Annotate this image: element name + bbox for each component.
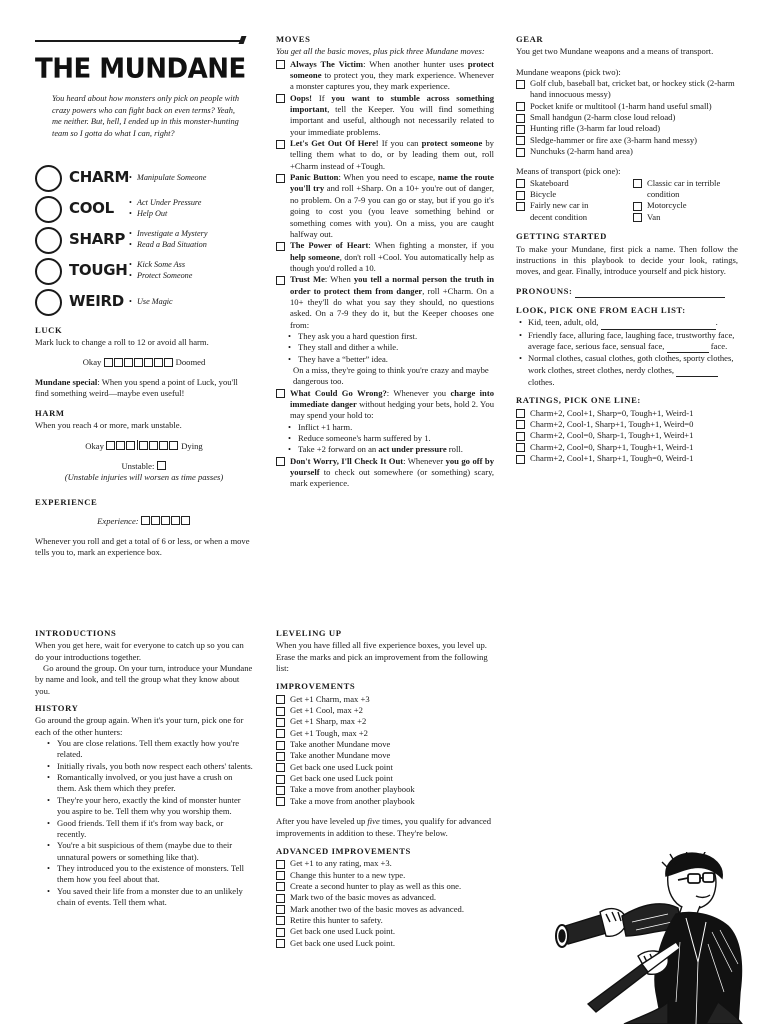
experience-box[interactable] — [151, 516, 160, 525]
improvement-option — [276, 750, 494, 761]
move-text: : When fighting a monster, if you — [368, 240, 494, 251]
improvement-checkbox[interactable] — [276, 752, 285, 761]
basic-move: • Manipulate Someone — [129, 173, 206, 184]
harm-box[interactable] — [159, 441, 168, 450]
cool-rating-circle[interactable] — [35, 196, 62, 223]
intro-text: You heard about how monsters only pick on people with crazy powers who can fight back on even terms? Yeah, me neither. But, hell, I ended up in this monster-hunting team so I gotta do what I can, right? — [52, 94, 240, 138]
stat-cool — [35, 194, 255, 224]
advanced-checkbox[interactable] — [276, 939, 285, 948]
move-text: If — [311, 92, 332, 103]
harm-section — [35, 408, 253, 484]
advanced-checkbox[interactable] — [276, 928, 285, 937]
transport-option — [633, 200, 738, 211]
luck-box[interactable] — [124, 358, 133, 367]
move-text: and roll +Sharp. On a 10+ you're out of danger, no problem. On a 7-9 you can go or stay, but if you go it's going to cost you (you leave something behind or something comes with you). On a miss, you are caught halfway out. — [290, 183, 494, 239]
advanced-checkbox[interactable] — [276, 882, 285, 891]
luck-boxes — [104, 358, 174, 367]
history-option: • You are close relations. Tell them exactly how you're related. — [35, 738, 253, 761]
basic-move: • Kick Some Ass — [129, 260, 192, 271]
basic-move: • Act Under Pressure — [129, 198, 201, 209]
experience-box[interactable] — [181, 516, 190, 525]
history-intro: Go around the group again. When it's your turn, pick one for each of the other hunters: — [35, 715, 244, 737]
leveling-text: When you have filled all five experience boxes, you level up. Erase the marks and pick an improvement from the following list: — [276, 640, 488, 674]
weapon-checkbox[interactable] — [516, 114, 525, 123]
look-clothes-end: clothes. — [528, 376, 555, 387]
improvement-text: Get +1 Tough, max +2 — [290, 727, 368, 738]
introductions-section — [35, 628, 253, 908]
pronouns-label: PRONOUNS: — [516, 285, 573, 296]
weapon-checkbox[interactable] — [516, 148, 525, 157]
move-title: Panic Button — [290, 172, 339, 183]
move-option — [276, 444, 494, 455]
move-what-could-go-wrong — [276, 388, 494, 422]
weapon-option — [516, 123, 738, 134]
history-option: • You saved their life from a monster due to an unlikely chain of events. Tell them what. — [35, 886, 253, 909]
move-text: : When another hunter uses — [363, 58, 468, 69]
harm-heading: HARM — [35, 408, 65, 418]
weapon-option — [516, 101, 738, 112]
mundane-special-text: : When you spend a point of Luck, you'll find something weird—maybe even useful! — [35, 377, 238, 399]
pronouns-row — [516, 286, 738, 298]
experience-box[interactable] — [171, 516, 180, 525]
rating-line — [516, 442, 738, 453]
gear-text: You get two Mundane weapons and a means of transport. — [516, 46, 714, 57]
transport-option — [633, 178, 738, 201]
experience-text: Whenever you roll and get a total of 6 or less, or when a move tells you to, mark an experience box. — [35, 535, 250, 558]
moves-section — [276, 34, 494, 490]
mundane-special-label: Mundane special — [35, 377, 98, 388]
harm-box[interactable] — [139, 441, 148, 450]
rating-checkbox[interactable] — [516, 432, 525, 441]
improvement-text: Get +1 Cool, max +2 — [290, 705, 363, 716]
look-face-input[interactable] — [667, 341, 709, 353]
move-checkbox[interactable] — [276, 94, 285, 103]
advanced-option — [276, 915, 494, 926]
advanced-text: Retire this hunter to safety. — [290, 914, 383, 925]
rating-checkbox[interactable] — [516, 455, 525, 464]
advanced-heading: ADVANCED IMPROVEMENTS — [276, 845, 411, 856]
rating-text: Charm+2, Cool=0, Sharp-1, Tough+1, Weird+1 — [530, 430, 694, 441]
qualify-emph: five — [367, 816, 380, 827]
move-title: Let's Get Out Of Here! — [290, 138, 379, 149]
transport-checkbox[interactable] — [516, 202, 525, 211]
rating-text: Charm+2, Cool+1, Sharp=0, Tough+1, Weird-1 — [530, 407, 694, 418]
advanced-text: Create a second hunter to play as well as this one. — [290, 880, 462, 891]
move-trigger: help someone — [290, 251, 340, 262]
move-panic-button — [276, 172, 494, 240]
move-checkbox[interactable] — [276, 60, 285, 69]
move-checkbox[interactable] — [276, 457, 285, 466]
improvement-option — [276, 762, 494, 773]
improvement-text: Get +1 Charm, max +3 — [290, 693, 370, 704]
transport-option — [516, 189, 633, 200]
advanced-checkbox[interactable] — [276, 916, 285, 925]
improvement-checkbox[interactable] — [276, 797, 285, 806]
moves-intro: You get all the basic moves, plus pick three Mundane moves: — [276, 46, 485, 57]
rating-checkbox[interactable] — [516, 443, 525, 452]
weapon-checkbox[interactable] — [516, 125, 525, 134]
stat-tough — [35, 256, 255, 286]
weapon-option — [516, 112, 738, 123]
luck-okay-label: Okay — [82, 356, 102, 367]
improvement-option — [276, 705, 494, 716]
weapon-option — [516, 78, 738, 101]
leveling-section — [276, 628, 494, 949]
basic-move: • Help Out — [129, 209, 201, 220]
look-faces-text: Friendly face, alluring face, laughing face, trustworthy face, average face, serious face, sensual face, — [528, 329, 735, 351]
improvement-text: Take a move from another playbook — [290, 784, 415, 795]
harm-dying-label: Dying — [181, 440, 203, 451]
transport-checkbox[interactable] — [633, 179, 642, 188]
advanced-text: Get back one used Luck point. — [290, 926, 396, 937]
transport-text: Classic car in terrible condition — [647, 177, 721, 200]
weapon-text: Small handgun (2-harm close loud reload) — [530, 112, 676, 123]
charm-rating-circle[interactable] — [35, 165, 62, 192]
move-oops — [276, 93, 494, 138]
move-text: by telling them what to do, or by leading them out, roll +Charm instead of +Tough. — [290, 138, 494, 171]
move-text: to check out somewhere (or something) scary, mark experience. — [290, 467, 494, 489]
rating-text: Charm+2, Cool=0, Sharp+1, Tough+1, Weird-1 — [530, 441, 694, 452]
harm-okay-label: Okay — [85, 440, 104, 451]
harm-box[interactable] — [149, 441, 158, 450]
move-text: : Whenever you — [386, 387, 451, 398]
advanced-option — [276, 938, 494, 949]
luck-box[interactable] — [154, 358, 163, 367]
history-option: • They're your hero, exactly the kind of monster hunter you aspire to be. Tell them why you worship them. — [35, 795, 253, 818]
unstable-note: (Unstable injuries will worsen as time passes) — [64, 472, 224, 483]
hunter-with-flashlight-illustration — [492, 852, 750, 1024]
harm-box[interactable] — [106, 441, 115, 450]
look-age: • Kid, teen, adult, old, . — [516, 317, 738, 329]
luck-box[interactable] — [144, 358, 153, 367]
luck-doomed-label: Doomed — [175, 356, 206, 367]
look-faces — [516, 330, 738, 354]
luck-text: Mark luck to change a roll to 12 or avoid all harm. — [35, 337, 209, 348]
stat-sharp — [35, 225, 255, 255]
move-trigger: protect someone — [290, 58, 494, 81]
transport-text: Skateboard — [530, 177, 569, 188]
improvement-checkbox[interactable] — [276, 763, 285, 772]
move-checkbox[interactable] — [276, 389, 285, 398]
advanced-option — [276, 858, 494, 869]
introductions-p2: Go around the group. On your turn, introduce your Mundane by name and look, and tell the group what they know about you. — [35, 663, 253, 696]
improvement-option — [276, 796, 494, 807]
move-trigger: charge into immediate danger — [290, 387, 495, 409]
transport-checkbox[interactable] — [516, 191, 525, 200]
history-option: • They introduced you to the existence of monsters. Tell them how you feel about that. — [35, 863, 253, 886]
basic-move: • Read a Bad Situation — [129, 240, 207, 251]
harm-box[interactable] — [169, 441, 178, 450]
transport-option — [633, 212, 738, 223]
advanced-option — [276, 870, 494, 881]
moves-heading: MOVES — [276, 34, 311, 44]
improvement-checkbox[interactable] — [276, 786, 285, 795]
experience-heading: EXPERIENCE — [35, 497, 98, 507]
transport-checkbox[interactable] — [633, 202, 642, 211]
improvement-checkbox[interactable] — [276, 695, 285, 704]
weapon-checkbox[interactable] — [516, 80, 525, 89]
ratings-heading: RATINGS, PICK ONE LINE: — [516, 395, 641, 406]
history-option: • Good friends. Tell them if it's from way back, or recently. — [35, 818, 253, 841]
improvement-option — [276, 694, 494, 705]
move-option: • They stall and dither a while. — [276, 342, 494, 353]
transport-text: Van — [647, 211, 661, 222]
getting-started-text: To make your Mundane, first pick a name. Then follow the instructions in this playbook to decide your look, ratings, moves, and gear. Finally, introduce yourself and pick history. — [516, 243, 738, 277]
transport-options — [516, 178, 738, 223]
advanced-checkbox[interactable] — [276, 871, 285, 880]
getting-started-heading: GETTING STARTED — [516, 231, 607, 242]
improvement-option — [276, 773, 494, 784]
stat-name: WEIRD — [69, 292, 124, 311]
rating-text: Charm+2, Cool-1, Sharp+1, Tough+1, Weird=0 — [530, 418, 694, 429]
advanced-option — [276, 892, 494, 903]
improvement-text: Get +1 Sharp, max +2 — [290, 716, 367, 727]
gear-heading: GEAR — [516, 34, 544, 44]
move-trigger: you go off by yourself — [290, 455, 494, 478]
move-option: • Reduce someone's harm suffered by 1. — [276, 433, 494, 444]
page-title: THE MUNDANE — [35, 53, 246, 85]
move-trigger: protect someone — [421, 138, 483, 149]
move-title: The Power of Heart — [290, 240, 369, 251]
weapon-option — [516, 146, 738, 157]
experience-label: Experience: — [97, 516, 139, 527]
transport-label: Means of transport (pick one): — [516, 166, 621, 177]
qualify-text: times, you qualify for advanced improvements in addition to these. They're below. — [276, 816, 492, 838]
weapons-label: Mundane weapons (pick two): — [516, 66, 621, 77]
look-clothes-text: Normal clothes, casual clothes, goth clothes, sporty clothes, work clothes, street clothes, nerdy clothes, — [528, 353, 734, 375]
transport-option — [516, 178, 633, 189]
harm-box[interactable] — [126, 441, 135, 450]
harm-track — [35, 440, 253, 452]
move-trust-me — [276, 274, 494, 331]
weapon-checkbox[interactable] — [516, 136, 525, 145]
stat-weird — [35, 287, 255, 317]
move-checkbox[interactable] — [276, 276, 285, 285]
basic-move: • Investigate a Mystery — [129, 229, 207, 240]
advanced-qualify-text — [276, 816, 494, 839]
move-text: : When you need to escape, — [338, 172, 438, 183]
harm-text: When you reach 4 or more, mark unstable. — [35, 420, 182, 431]
leveling-heading: LEVELING UP — [276, 628, 342, 638]
luck-box[interactable] — [104, 358, 113, 367]
advanced-option — [276, 926, 494, 937]
move-text: to protect you, they mark experience. Whenever a monster captures you, they mark experience. — [290, 70, 494, 92]
advanced-text: Get +1 to any rating, max +3. — [290, 858, 392, 869]
look-age-input[interactable] — [601, 317, 716, 329]
improvement-text: Get back one used Luck point — [290, 773, 393, 784]
move-title: Trust Me — [290, 274, 325, 285]
mundane-special — [35, 377, 253, 400]
weapon-text: Golf club, baseball bat, cricket bat, or hockey stick (2-harm hand innocuous messy) — [530, 78, 735, 100]
move-text: , tell the Keeper. You will find something important and useful, although not necessarily related to your immediate problems. — [290, 104, 494, 137]
move-trigger: name the route you'll try — [290, 172, 494, 194]
transport-text: Motorcycle — [647, 200, 687, 211]
history-option: • Romantically involved, or you just have a crush on them. Ask them which they prefer. — [35, 772, 253, 795]
move-lets-get-out — [276, 138, 494, 172]
rating-text: Charm+2, Cool+1, Sharp+1, Tough=0, Weird-1 — [530, 453, 694, 463]
improvement-option — [276, 728, 494, 739]
improvement-checkbox[interactable] — [276, 775, 285, 784]
basic-move: • Protect Someone — [129, 271, 192, 282]
stat-name: COOL — [69, 199, 114, 218]
improvement-checkbox[interactable] — [276, 729, 285, 738]
sharp-rating-circle[interactable] — [35, 227, 62, 254]
weapon-text: Sledge-hammer or fire axe (3-harm hand messy) — [530, 134, 698, 145]
improvement-text: Take a move from another playbook — [290, 795, 415, 806]
move-trigger: you tell a normal person the truth in order to protect them from danger — [290, 274, 494, 296]
advanced-text: Mark two of the basic moves as advanced. — [290, 892, 437, 903]
move-checkbox[interactable] — [276, 174, 285, 183]
weapon-option — [516, 135, 738, 146]
advanced-text: Mark another two of the basic moves as advanced. — [290, 903, 464, 914]
improvement-text: Take another Mundane move — [290, 750, 391, 761]
improvement-option — [276, 739, 494, 750]
harm-divider — [137, 440, 138, 450]
improvement-option — [276, 716, 494, 727]
weapon-text: Nunchuks (2-harm hand area) — [530, 146, 633, 157]
experience-box[interactable] — [161, 516, 170, 525]
transport-checkbox[interactable] — [516, 179, 525, 188]
experience-box[interactable] — [141, 516, 150, 525]
move-title: Always The Victim — [290, 58, 364, 69]
move-text: If you can — [378, 138, 422, 149]
move-option: • They ask you a hard question first. — [276, 331, 494, 342]
transport-option — [516, 200, 633, 223]
luck-box[interactable] — [114, 358, 123, 367]
luck-box[interactable] — [134, 358, 143, 367]
tough-rating-circle[interactable] — [35, 258, 62, 285]
gear-section — [516, 34, 738, 464]
basic-move: • Use Magic — [129, 297, 173, 308]
move-miss-text: On a miss, they're going to think you're crazy and maybe dangerous too. — [293, 364, 489, 387]
advanced-text: Get back one used Luck point. — [290, 937, 396, 948]
unstable-row — [35, 461, 253, 472]
move-option: • They have a “better” idea. — [276, 354, 494, 365]
rating-line — [516, 419, 738, 430]
introductions-p1: When you get here, wait for everyone to catch up so you can do your introductions together. — [35, 640, 244, 662]
history-option: • Initially rivals, you both now respect each others' talents. — [35, 761, 253, 772]
move-text: , roll +Charm. On a 10+ they'll do what you say they should, no questions asked. On a 7-9 they do it, but the Keeper chooses one from: — [290, 285, 494, 330]
move-dont-worry — [276, 456, 494, 490]
rating-line — [516, 453, 738, 464]
title-rule — [35, 40, 243, 42]
weapon-text: Pocket knife or multitool (1-harm hand useful small) — [530, 100, 712, 111]
move-text: : When — [324, 274, 354, 285]
stat-charm — [35, 163, 255, 193]
rating-checkbox[interactable] — [516, 420, 525, 429]
improvement-option — [276, 784, 494, 795]
advanced-option — [276, 904, 494, 915]
transport-checkbox[interactable] — [633, 213, 642, 222]
move-text: , don't roll +Cool. You automatically help as though you'd rolled a 10. — [290, 251, 494, 273]
improvement-checkbox[interactable] — [276, 707, 285, 716]
move-text: without hedging your bets, hold 2. You may spend your hold to: — [290, 399, 495, 421]
advanced-checkbox[interactable] — [276, 894, 285, 903]
weird-rating-circle[interactable] — [35, 289, 62, 316]
look-faces-end: face. — [710, 340, 728, 351]
improvement-checkbox[interactable] — [276, 718, 285, 727]
harm-box[interactable] — [116, 441, 125, 450]
advanced-option — [276, 881, 494, 892]
weapon-text: Hunting rifle (3-harm far loud reload) — [530, 123, 661, 134]
luck-heading: LUCK — [35, 325, 63, 335]
qualify-text: After you have leveled up — [276, 816, 368, 827]
move-text: roll. — [446, 444, 463, 455]
unstable-box[interactable] — [157, 461, 166, 470]
look-clothes-input[interactable] — [676, 365, 718, 377]
weapon-checkbox[interactable] — [516, 102, 525, 111]
rating-line — [516, 408, 738, 419]
move-checkbox[interactable] — [276, 140, 285, 149]
improvement-text: Get back one used Luck point — [290, 761, 393, 772]
move-trigger: act under pressure — [378, 444, 447, 455]
move-option: • Inflict +1 harm. — [276, 422, 494, 433]
advanced-text: Change this hunter to a new type. — [290, 869, 406, 880]
rating-line — [516, 430, 738, 441]
move-always-the-victim — [276, 59, 494, 93]
introductions-heading: INTRODUCTIONS — [35, 628, 117, 638]
transport-text: Fairly new car in decent condition — [530, 200, 589, 222]
move-title: What Could Go Wrong? — [290, 387, 387, 398]
stat-name: TOUGH — [69, 261, 128, 280]
improvement-text: Take another Mundane move — [290, 739, 391, 750]
title-rule-end — [239, 36, 247, 44]
advanced-checkbox[interactable] — [276, 905, 285, 914]
stat-name: CHARM — [69, 168, 130, 187]
rating-checkbox[interactable] — [516, 409, 525, 418]
history-heading: HISTORY — [35, 703, 79, 714]
luck-section — [35, 325, 253, 400]
move-text: Take +2 forward on an — [298, 444, 379, 455]
experience-track — [35, 516, 253, 527]
look-clothes — [516, 353, 738, 388]
look-age-text: Kid, teen, adult, old, — [528, 317, 599, 328]
improvement-checkbox[interactable] — [276, 741, 285, 750]
history-option: • You're a bit suspicious of them (maybe due to their unnatural powers or something like that). — [35, 840, 253, 863]
move-power-of-heart — [276, 240, 494, 274]
unstable-label: Unstable: — [121, 461, 155, 472]
move-title: Don't Worry, I'll Check It Out — [290, 455, 404, 466]
advanced-checkbox[interactable] — [276, 860, 285, 869]
experience-section — [35, 497, 253, 558]
improvements-heading: IMPROVEMENTS — [276, 681, 356, 692]
luck-track — [35, 357, 253, 368]
luck-box[interactable] — [164, 358, 173, 367]
move-text: : Whenever — [403, 455, 446, 466]
stat-name: SHARP — [69, 230, 126, 249]
pronouns-input[interactable] — [575, 286, 725, 298]
transport-text: Bicycle — [530, 189, 557, 200]
move-title: Oops! — [290, 92, 312, 103]
move-checkbox[interactable] — [276, 242, 285, 251]
look-heading: LOOK, PICK ONE FROM EACH LIST: — [516, 304, 686, 315]
move-trigger: you want to stumble across something important — [290, 92, 494, 115]
